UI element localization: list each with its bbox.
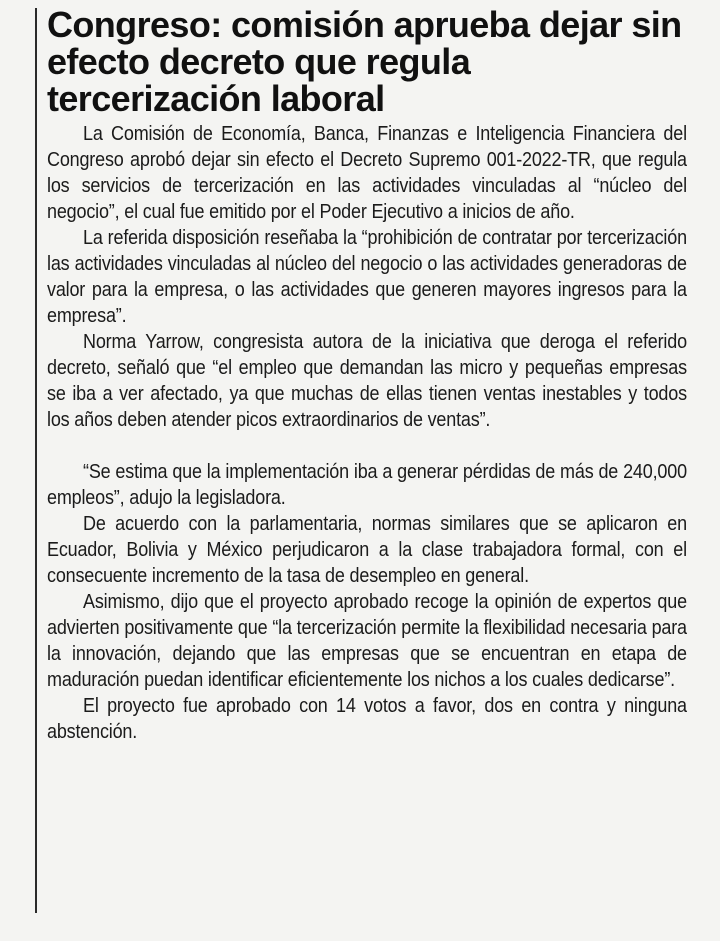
article-body [47,121,687,745]
paragraph: Asimismo, dijo que el proyecto aprobado recoge la opinión de expertos que advierten positivamente que “la tercerización permite la flexibilidad necesaria para la innovación, dejando que las empresas que se encuentran en etapa de maduración puedan identificar eficientemente los nichos a los cuales dedicarse”. [47,591,687,691]
headline: Congreso: comisión aprueba dejar sin efecto decreto que regula tercerización laboral [47,4,682,119]
paragraph: El proyecto fue aprobado con 14 votos a favor, dos en contra y ninguna abstención. [47,695,687,743]
paragraph: De acuerdo con la parlamentaria, normas similares que se aplicaron en Ecuador, Bolivia y México perjudicaron a la clase trabajadora formal, con el consecuente incremento de la tasa de desempleo en general. [47,513,687,587]
paragraph: “Se estima que la implementación iba a generar pérdidas de más de 240,000 empleos”, adujo la legisladora. [47,461,687,509]
paragraph: Norma Yarrow, congresista autora de la iniciativa que deroga el referido decreto, señaló que “el empleo que demandan las micro y pequeñas empresas se iba a ver afectado, ya que muchas de ellas tienen ventas inestables y todos los años deben atender picos extraordinarios de ventas”. [47,331,687,431]
column-rule [35,8,37,913]
paragraph: La Comisión de Economía, Banca, Finanzas e Inteligencia Financiera del Congreso aprobó dejar sin efecto el Decreto Supremo 001-2022-TR, que regula los servicios de tercerización en las actividades vinculadas al “núcleo del negocio”, el cual fue emitido por el Poder Ejecutivo a inicios de año. [47,123,687,223]
paragraph: La referida disposición reseñaba la “prohibición de contratar por tercerización las actividades vinculadas al núcleo del negocio o las actividades generadoras de valor para la empresa, o las actividades que generen mayores ingresos para la empresa”. [47,227,687,327]
news-article [47,6,687,745]
